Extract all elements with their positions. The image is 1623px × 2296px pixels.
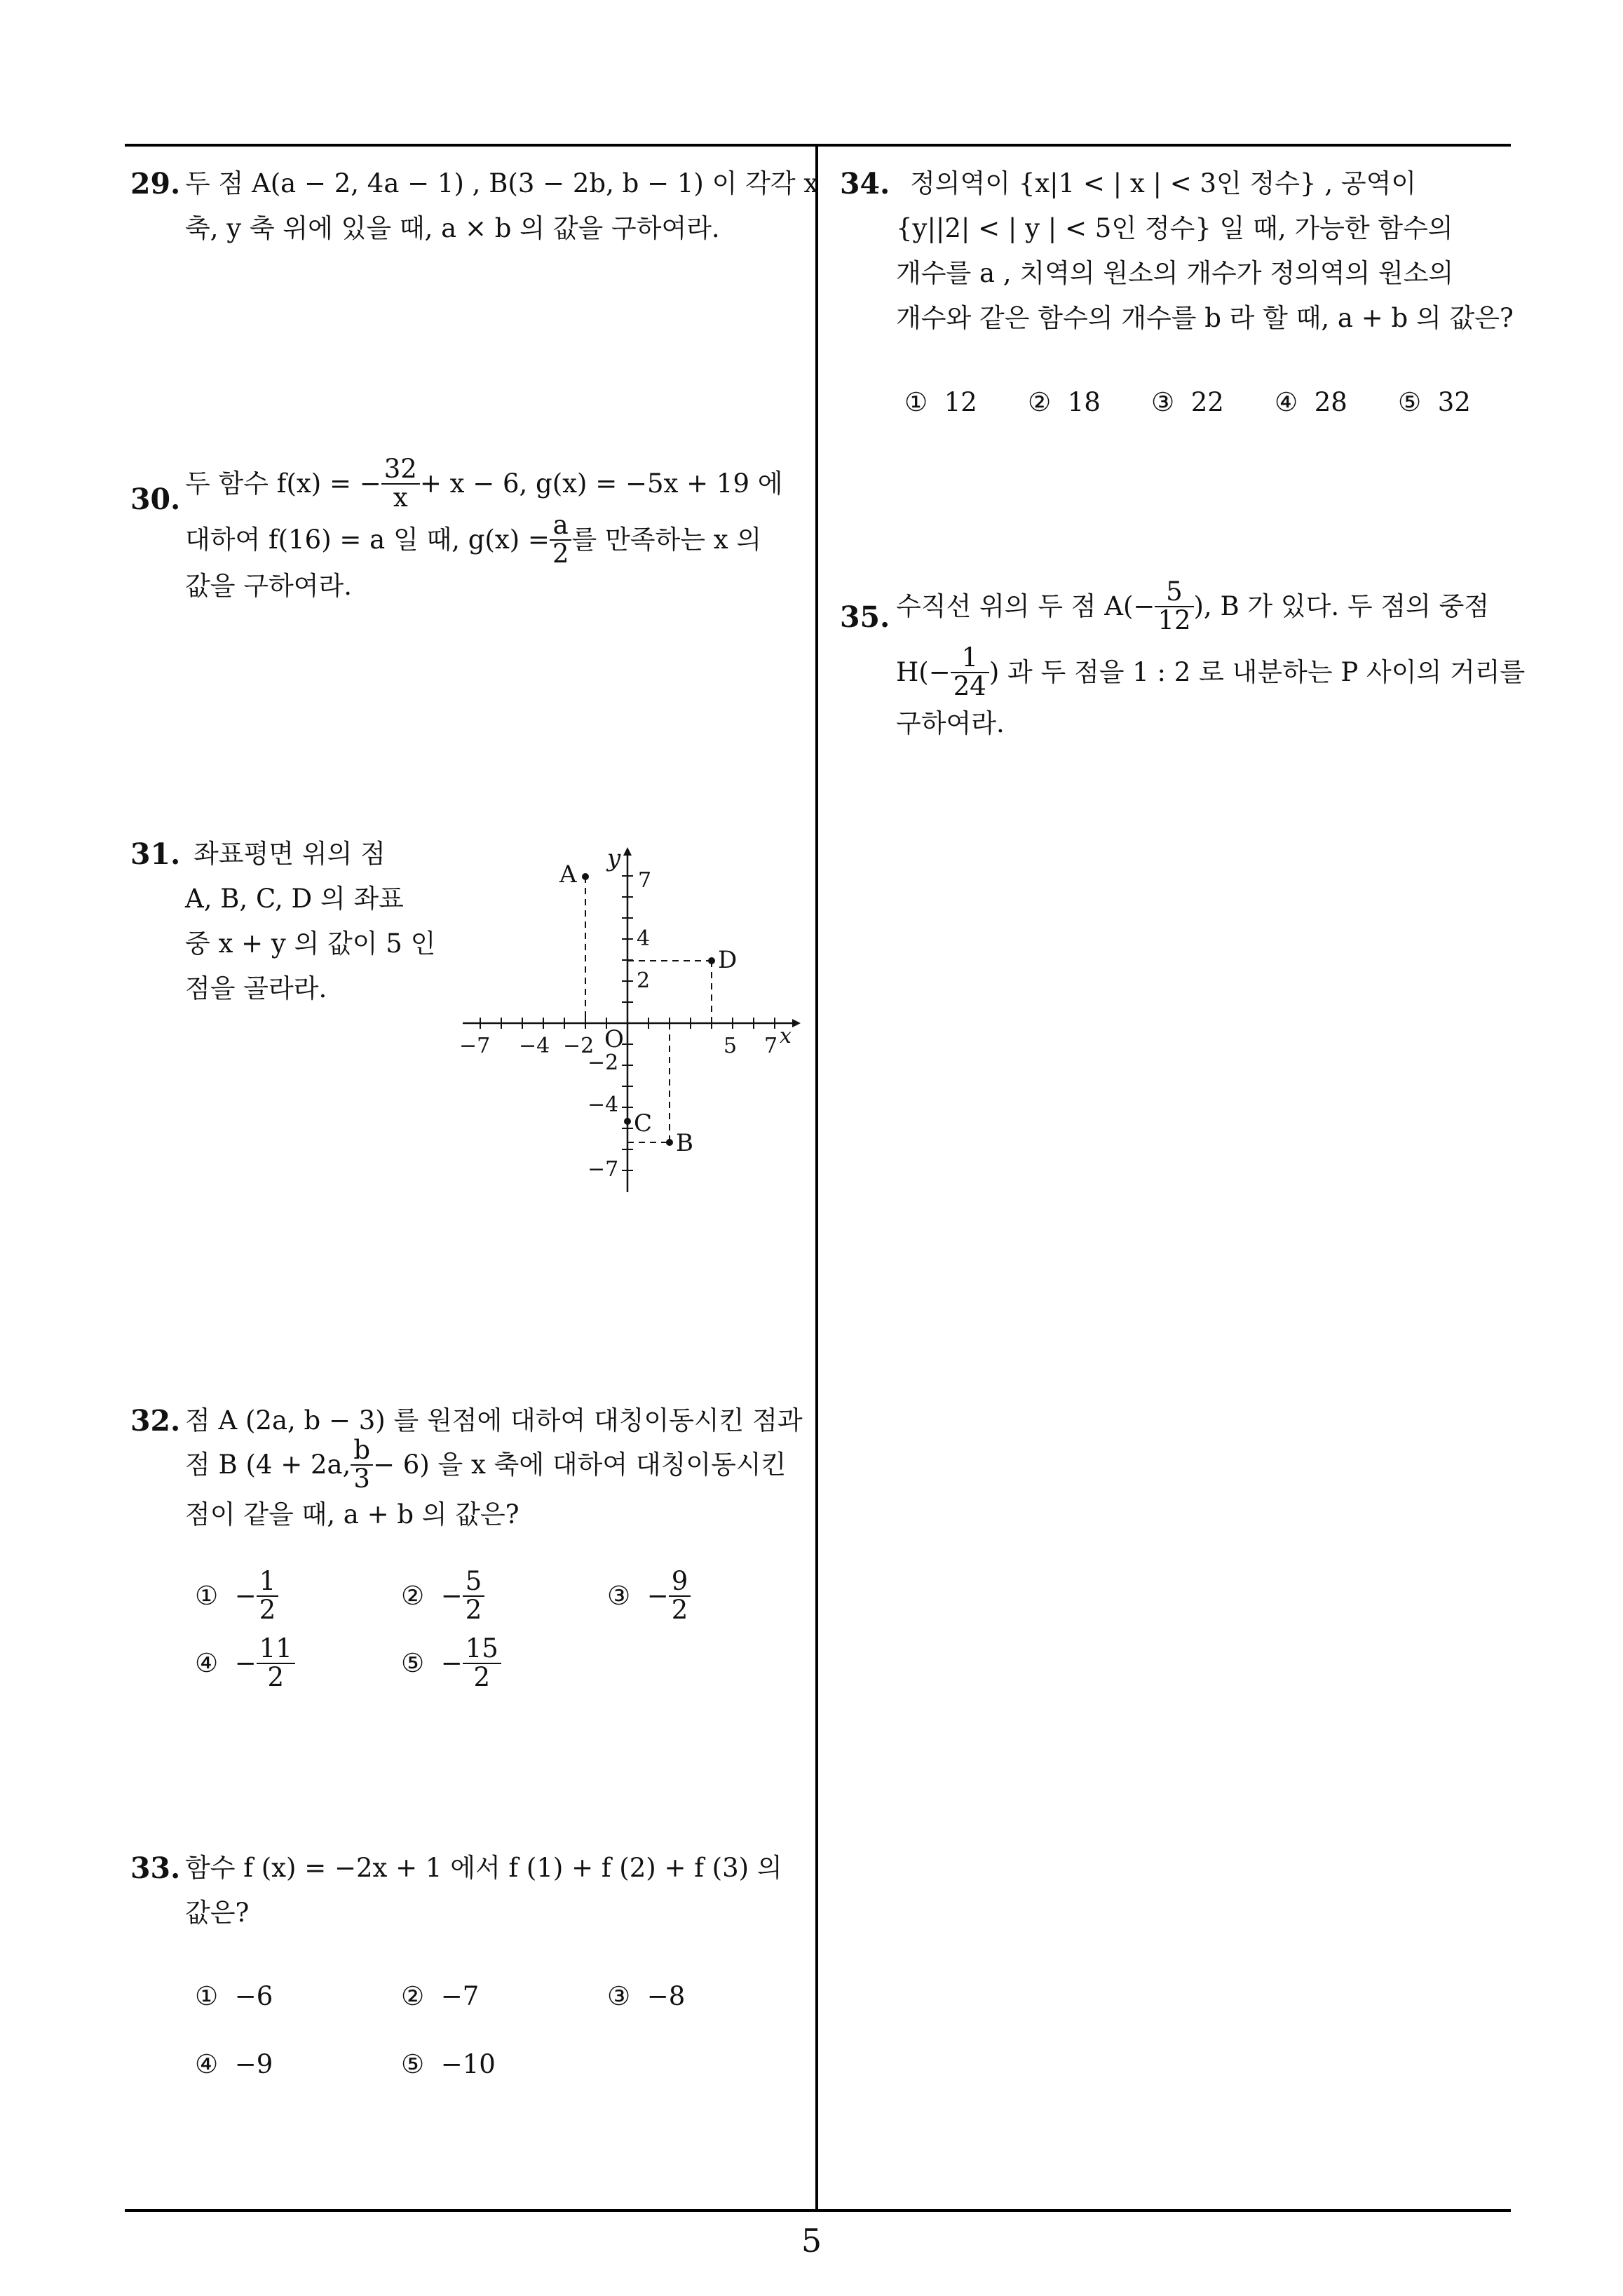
problem-text-line: A, B, C, D 의 좌표 <box>185 884 404 914</box>
choice-1[interactable]: ① −6 <box>195 1981 273 2011</box>
bottom-rule <box>125 2209 1511 2212</box>
problem-text-line: 구하여라. <box>896 708 1005 738</box>
choice-1[interactable]: ① 12 <box>904 387 977 417</box>
problem-text-line: 두 함수 f(x) = − $\frac{32}{x}$ + x − 6, g(x) = −5x + 19 에 <box>185 454 783 513</box>
column-divider <box>815 144 818 2212</box>
choice-4[interactable]: ④ 28 <box>1275 387 1347 417</box>
choice-2[interactable]: ② − $\frac{5}{2}$ <box>401 1568 484 1624</box>
choice-1[interactable]: ① − $\frac{1}{2}$ <box>195 1568 278 1624</box>
choice-5[interactable]: ⑤ −10 <box>401 2049 496 2079</box>
problem-number: 34. <box>840 167 890 201</box>
point-a-dot <box>582 873 589 880</box>
fraction: $\frac{9}{2}$ <box>669 1568 691 1624</box>
problem-number: 35. <box>840 600 890 634</box>
problem-text-line: 점 A (2a, b − 3) 를 원점에 대하여 대칭이동시킨 점과 <box>185 1405 803 1436</box>
point-c-dot <box>624 1118 631 1125</box>
problem-text-line: {y||2| < | y | < 5인 정수} 일 때, 가능한 함수의 <box>896 213 1453 243</box>
problem-number: 32. <box>130 1404 181 1438</box>
fraction: $\frac{15}{2}$ <box>463 1635 501 1691</box>
problem-text-line: H(− $\frac{1}{24}$ ) 과 두 점을 1 : 2 로 내분하는 P 사이의 거리를 <box>896 642 1526 701</box>
choice-5[interactable]: ⑤ − $\frac{15}{2}$ <box>401 1635 501 1691</box>
choice-4[interactable]: ④ − $\frac{11}{2}$ <box>195 1635 295 1691</box>
problem-number: 31. <box>130 837 181 871</box>
y-axis-label: y <box>607 844 621 872</box>
point-b-dot <box>666 1139 673 1146</box>
x-tick-label: −7 <box>459 1034 491 1058</box>
choice-4[interactable]: ④ −9 <box>195 2049 273 2079</box>
x-tick-label: −4 <box>519 1034 550 1058</box>
problem-text-line: 정의역이 {x|1 < | x | < 3인 정수} , 공역이 <box>910 168 1417 198</box>
problem-text-line: 개수와 같은 함수의 개수를 b 라 할 때, a + b 의 값은? <box>896 303 1514 333</box>
problem-number: 33. <box>130 1851 181 1885</box>
origin-label: O <box>604 1025 624 1053</box>
problem-text-line: 값은? <box>185 1898 250 1928</box>
fraction: $\frac{32}{x}$ <box>381 456 420 512</box>
point-d-dot <box>708 957 715 964</box>
problem-text-line: 점 B (4 + 2a, $\frac{b}{3}$ − 6) 을 x 축에 대하여 대칭이동시킨 <box>185 1435 787 1494</box>
coordinate-graph <box>449 838 806 1203</box>
problem-text-line: 축, y 축 위에 있을 때, a × b 의 값을 구하여라. <box>185 213 720 243</box>
fraction: $\frac{1}{2}$ <box>257 1568 279 1624</box>
problem-number: 30. <box>130 482 181 516</box>
problem-text-line: 수직선 위의 두 점 A(− $\frac{5}{12}$ ), B 가 있다. 두 점의 중점 <box>896 576 1490 635</box>
y-tick-label: 4 <box>637 926 651 951</box>
y-tick-label: −4 <box>588 1093 619 1117</box>
problem-text-line: 대하여 f(16) = a 일 때, g(x) = $\frac{a}{2}$ 를 만족하는 x 의 <box>185 510 762 569</box>
fraction: $\frac{a}{2}$ <box>550 512 572 568</box>
x-tick-label: −2 <box>563 1034 595 1058</box>
problem-number: 29. <box>130 167 181 201</box>
fraction: $\frac{1}{24}$ <box>951 644 989 701</box>
y-tick-label: 7 <box>638 868 652 893</box>
x-tick-label: 5 <box>724 1034 738 1058</box>
choice-3[interactable]: ③ −8 <box>607 1981 686 2011</box>
x-axis-label: x <box>780 1024 792 1048</box>
problem-text-line: 좌표평면 위의 점 <box>193 839 386 869</box>
choice-2[interactable]: ② 18 <box>1028 387 1101 417</box>
fraction: $\frac{5}{12}$ <box>1155 579 1193 635</box>
page-number: 5 <box>801 2222 822 2260</box>
y-tick-label: −7 <box>588 1157 619 1182</box>
problem-text-line: 값을 구하여라. <box>185 571 352 601</box>
problem-text-line: 중 x + y 의 값이 5 인 <box>185 928 436 959</box>
point-label-d: D <box>718 946 738 974</box>
x-tick-label: 7 <box>764 1034 778 1058</box>
y-tick-label: −2 <box>588 1051 619 1075</box>
choice-3[interactable]: ③ − $\frac{9}{2}$ <box>607 1568 691 1624</box>
point-label-a: A <box>559 860 577 889</box>
fraction: $\frac{b}{3}$ <box>351 1437 373 1493</box>
choice-2[interactable]: ② −7 <box>401 1981 480 2011</box>
point-label-b: B <box>676 1129 693 1157</box>
problem-text-line: 점이 같을 때, a + b 의 값은? <box>185 1499 520 1529</box>
problem-text-line: 개수를 a , 치역의 원소의 개수가 정의역의 원소의 <box>896 258 1454 288</box>
problem-text-line: 점을 골라라. <box>185 973 327 1004</box>
fraction: $\frac{5}{2}$ <box>463 1568 485 1624</box>
fraction: $\frac{11}{2}$ <box>257 1635 295 1691</box>
choice-5[interactable]: ⑤ 32 <box>1398 387 1471 417</box>
problem-text-line: 두 점 A(a − 2, 4a − 1) , B(3 − 2b, b − 1) 이 각각 x <box>185 168 819 198</box>
problem-text-line: 함수 f (x) = −2x + 1 에서 f (1) + f (2) + f (3) 의 <box>185 1853 782 1883</box>
point-label-c: C <box>634 1109 653 1137</box>
y-tick-label: 2 <box>637 968 651 993</box>
choice-3[interactable]: ③ 22 <box>1151 387 1224 417</box>
